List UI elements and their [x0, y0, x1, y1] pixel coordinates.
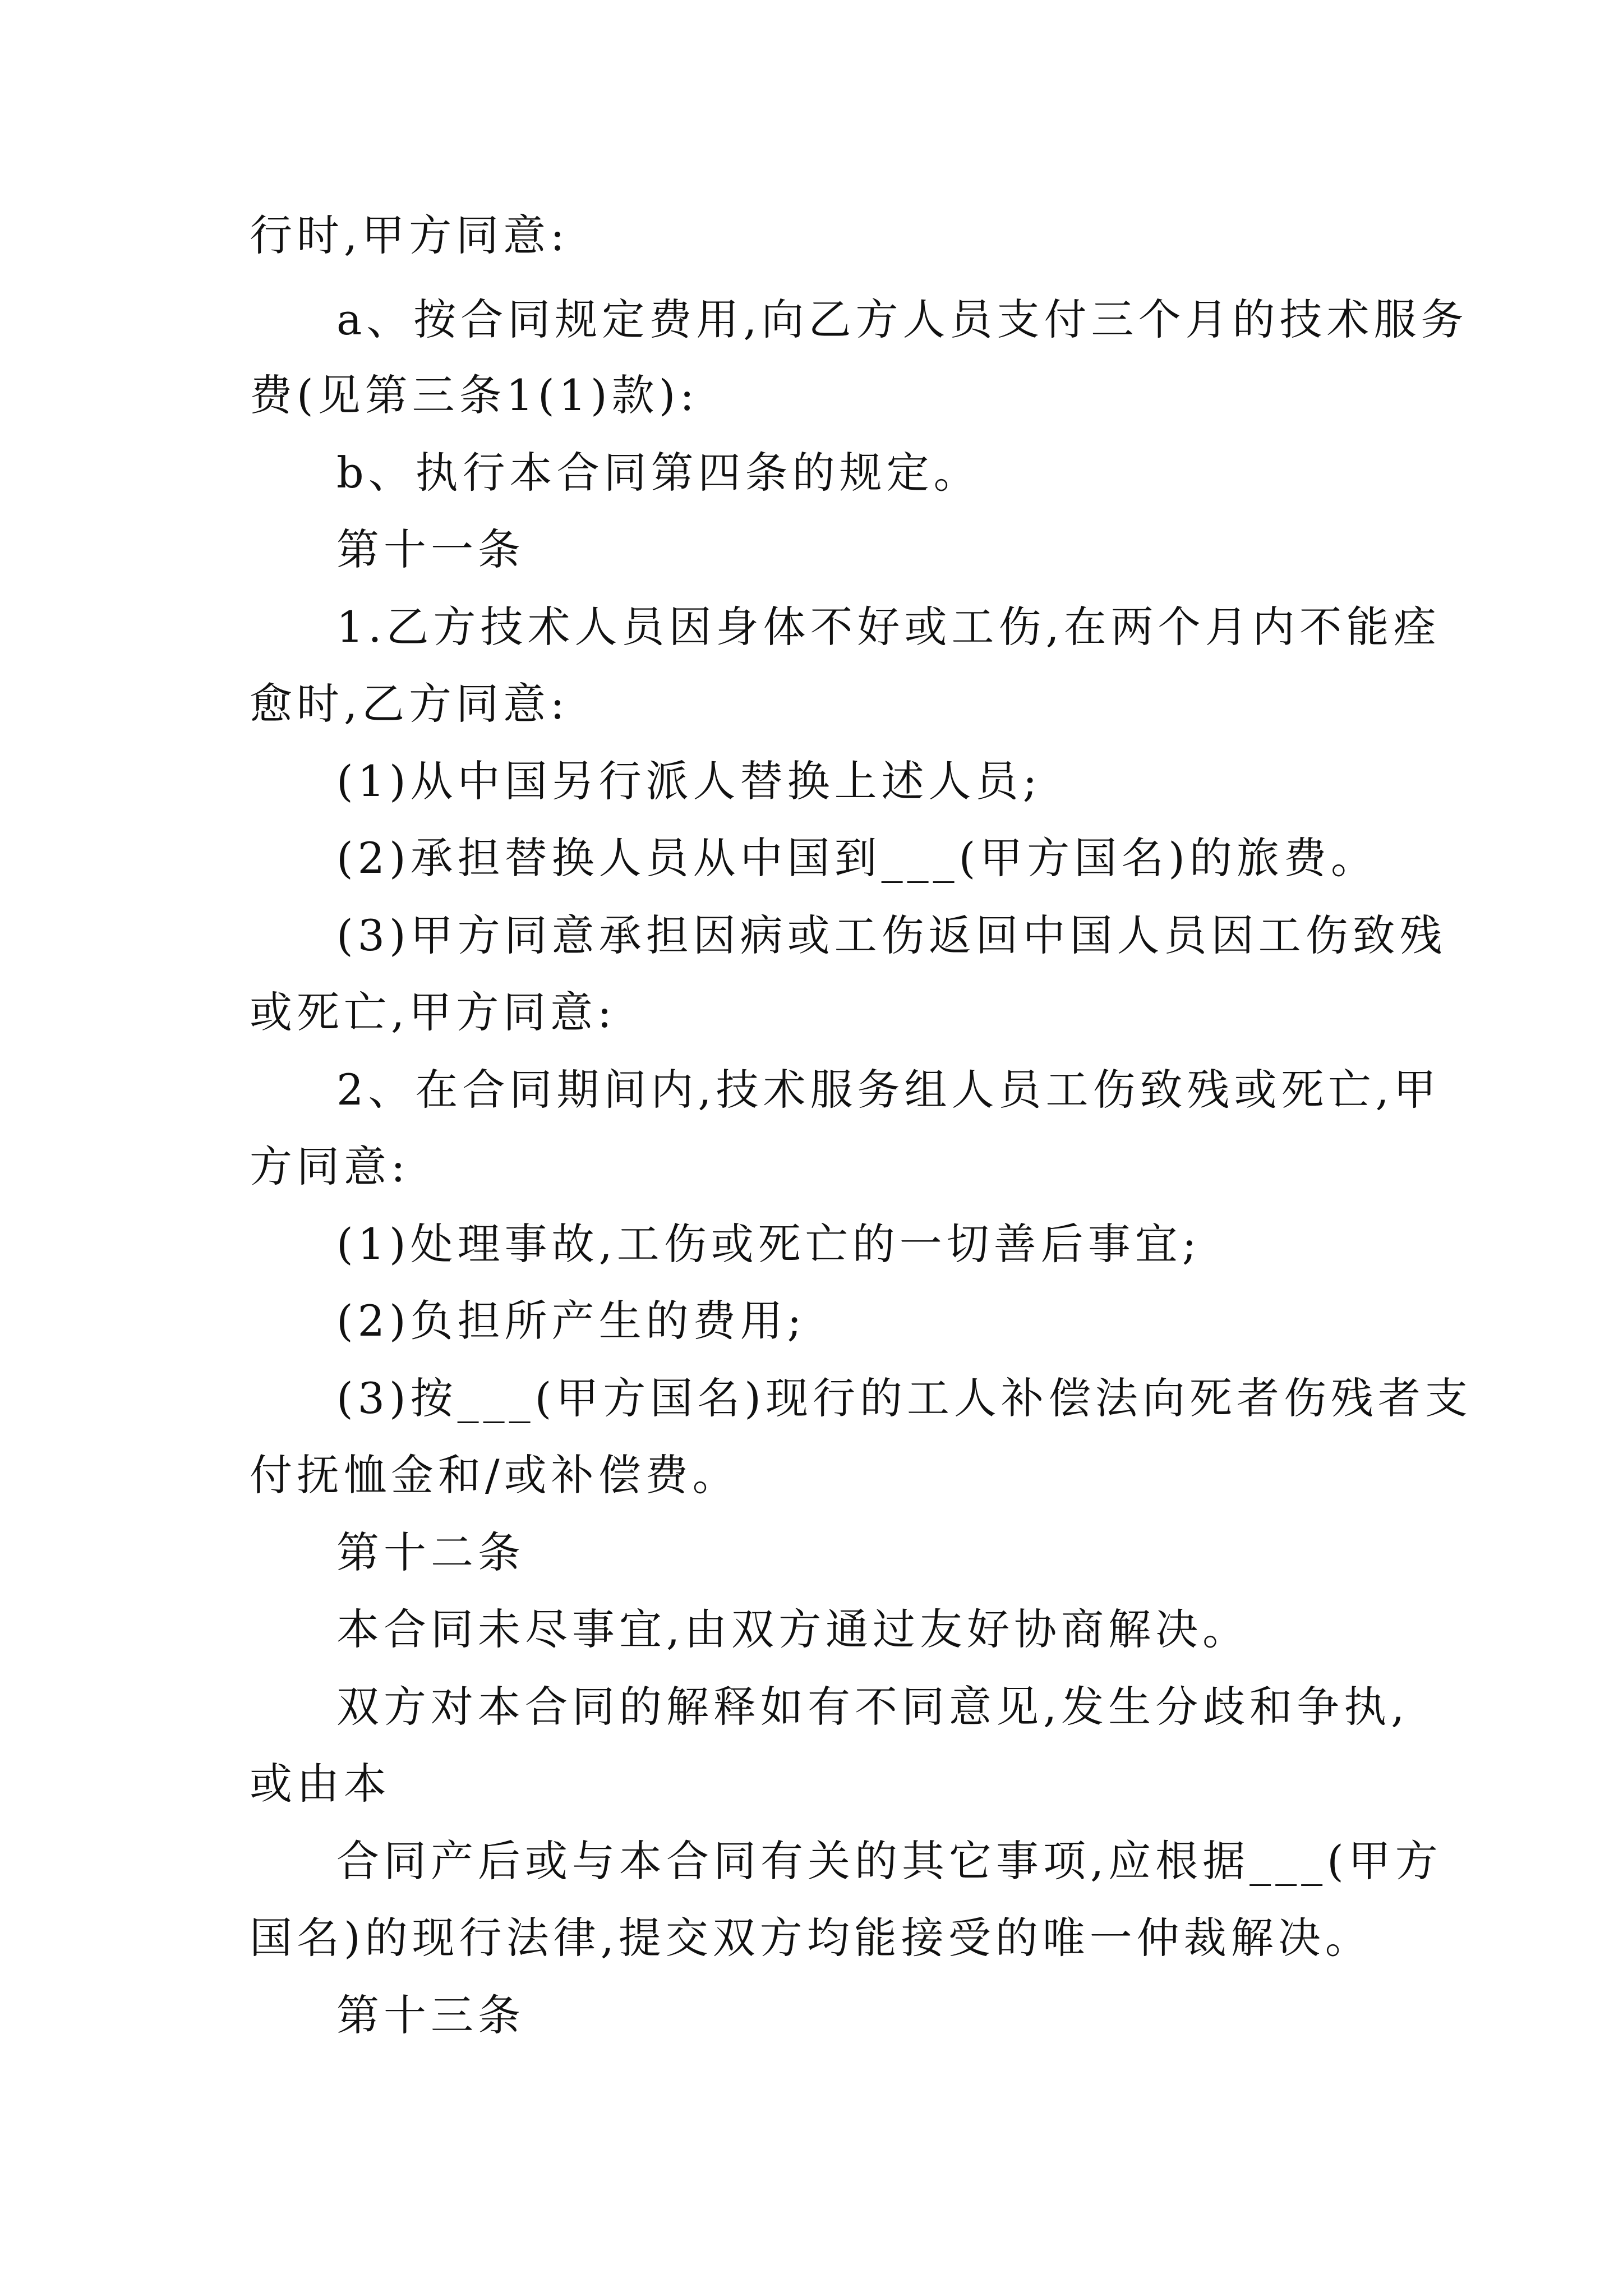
- section-heading: 第十三条: [336, 1990, 525, 2040]
- text-line: 行时,甲方同意:: [250, 210, 569, 260]
- text-line: 愈时,乙方同意:: [250, 679, 569, 729]
- text-line: a、按合同规定费用,向乙方人员支付三个月的技术服务: [336, 295, 1468, 344]
- text-line: (3)按___(甲方国名)现行的工人补偿法向死者伤残者支: [336, 1373, 1472, 1423]
- text-line: (1)从中国另行派人替换上述人员;: [336, 756, 1042, 806]
- text-line: b、执行本合同第四条的规定。: [336, 448, 981, 498]
- text-line: (2)承担替换人员从中国到___(甲方国名)的旅费。: [336, 833, 1378, 883]
- text-line: 合同产后或与本合同有关的其它事项,应根据___(甲方: [336, 1836, 1442, 1886]
- text-line: 国名)的现行法律,提交双方均能接受的唯一仲裁解决。: [250, 1913, 1372, 1963]
- text-line: 方同意:: [250, 1142, 410, 1191]
- text-line: 费(见第三条1(1)款):: [250, 370, 699, 420]
- text-line: (2)负担所产生的费用;: [336, 1296, 806, 1346]
- text-line: 本合同未尽事宜,由双方通过友好协商解决。: [336, 1604, 1250, 1654]
- text-line: 付抚恤金和/或补偿费。: [250, 1450, 740, 1500]
- text-line: (3)甲方同意承担因病或工伤返回中国人员因工伤致残: [336, 910, 1447, 960]
- section-heading: 第十一条: [336, 524, 525, 574]
- text-line: 双方对本合同的解释如有不同意见,发生分歧和争执,: [336, 1682, 1409, 1732]
- text-line: 或由本: [250, 1759, 391, 1809]
- section-heading: 第十二条: [336, 1527, 525, 1577]
- text-line: 或死亡,甲方同意:: [250, 987, 616, 1037]
- text-line: 2、在合同期间内,技术服务组人员工伤致残或死亡,甲: [336, 1065, 1441, 1115]
- text-line: (1)处理事故,工伤或死亡的一切善后事宜;: [336, 1219, 1201, 1269]
- text-line: 1.乙方技术人员因身体不好或工伤,在两个月内不能痊: [336, 602, 1441, 652]
